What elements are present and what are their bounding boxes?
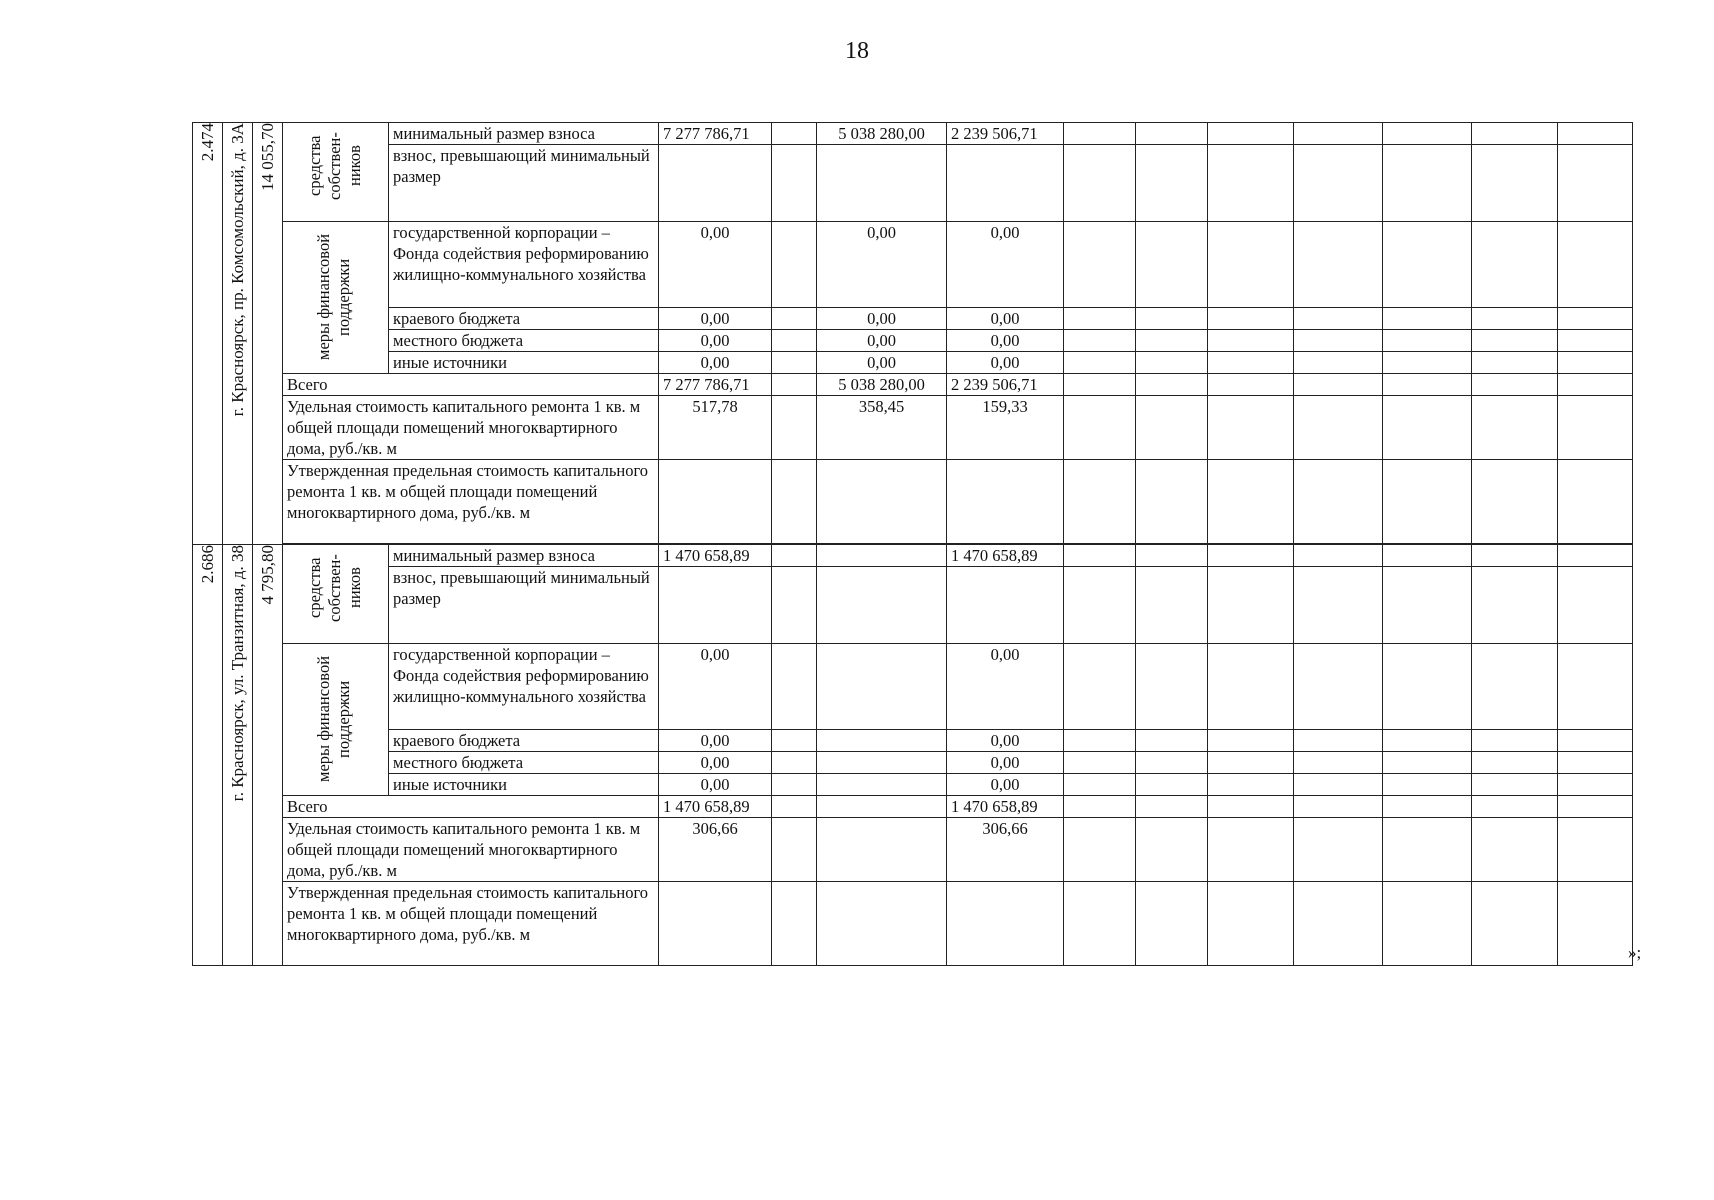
value-cell: 5 038 280,00 bbox=[817, 123, 947, 145]
value-cell bbox=[772, 752, 817, 774]
row-label: Утвержденная предельная стоимость капитального ремонта 1 кв. м общей площади помещений многоквартирного дома, руб./кв. м bbox=[283, 460, 659, 544]
value-cell: 159,33 bbox=[947, 396, 1064, 460]
table-row bbox=[193, 352, 1633, 374]
value-cell: 1 470 658,89 bbox=[947, 796, 1064, 818]
area: 4 795,80 bbox=[258, 545, 277, 605]
value-cell bbox=[817, 644, 947, 730]
row-label: государственной корпорации – Фонда содействия реформированию жилищно-коммунального хозяйства bbox=[389, 644, 659, 730]
value-cell: 0,00 bbox=[659, 644, 772, 730]
value-cell: 2 239 506,71 bbox=[947, 123, 1064, 145]
value-cell bbox=[817, 730, 947, 752]
address: г. Красноярск, пр. Комсомольский, д. 3А bbox=[228, 123, 247, 417]
value-cell bbox=[772, 818, 817, 882]
row-label: государственной корпорации – Фонда содействия реформированию жилищно-коммунального хозяйства bbox=[389, 222, 659, 308]
value-cell: 0,00 bbox=[659, 308, 772, 330]
value-cell bbox=[772, 352, 817, 374]
value-cell: 358,45 bbox=[817, 396, 947, 460]
value-cell: 0,00 bbox=[817, 352, 947, 374]
value-cell: 0,00 bbox=[947, 752, 1064, 774]
owners-funds-cell bbox=[283, 545, 389, 644]
value-cell: 7 277 786,71 bbox=[659, 123, 772, 145]
value-cell: 2 239 506,71 bbox=[947, 374, 1064, 396]
value-cell bbox=[772, 774, 817, 796]
row-label: Удельная стоимость капитального ремонта 1 кв. м общей площади помещений многоквартирного дома, руб./кв. м bbox=[283, 818, 659, 882]
value-cell: 0,00 bbox=[817, 222, 947, 308]
table-row bbox=[193, 818, 1633, 882]
owners-funds-label: средства собствен-ников bbox=[304, 554, 364, 622]
value-cell: 0,00 bbox=[659, 730, 772, 752]
block-id: 2.686 bbox=[198, 545, 217, 584]
value-cell: 1 470 658,89 bbox=[659, 796, 772, 818]
value-cell bbox=[817, 752, 947, 774]
row-label: взнос, превышающий минимальный размер bbox=[389, 145, 659, 222]
address-cell bbox=[223, 123, 253, 545]
value-cell: 0,00 bbox=[947, 330, 1064, 352]
table-row bbox=[193, 396, 1633, 460]
value-cell bbox=[817, 545, 947, 567]
value-cell bbox=[772, 123, 817, 145]
row-label: местного бюджета bbox=[389, 330, 659, 352]
row-label: Всего bbox=[283, 796, 659, 818]
owners-funds-cell bbox=[283, 123, 389, 222]
value-cell: 0,00 bbox=[659, 222, 772, 308]
table-row bbox=[193, 222, 1633, 308]
value-cell: 306,66 bbox=[659, 818, 772, 882]
block-id: 2.474 bbox=[198, 123, 217, 162]
value-cell: 517,78 bbox=[659, 396, 772, 460]
value-cell: 0,00 bbox=[659, 330, 772, 352]
value-cell bbox=[772, 222, 817, 308]
value-cell: 0,00 bbox=[947, 730, 1064, 752]
table-row bbox=[193, 308, 1633, 330]
support-measures-label: меры финансовой поддержки bbox=[313, 233, 353, 361]
row-label: местного бюджета bbox=[389, 752, 659, 774]
row-label: краевого бюджета bbox=[389, 730, 659, 752]
support-measures-label: меры финансовой поддержки bbox=[313, 655, 353, 783]
value-cell: 5 038 280,00 bbox=[817, 374, 947, 396]
value-cell bbox=[817, 818, 947, 882]
row-label: краевого бюджета bbox=[389, 308, 659, 330]
address: г. Красноярск, ул. Транзитная, д. 38 bbox=[228, 545, 247, 802]
row-label: минимальный размер взноса bbox=[389, 545, 659, 567]
value-cell: 0,00 bbox=[659, 774, 772, 796]
value-cell bbox=[772, 330, 817, 352]
area-cell bbox=[253, 545, 283, 966]
support-measures-cell bbox=[283, 644, 389, 796]
table-row bbox=[193, 567, 1633, 644]
value-cell bbox=[772, 308, 817, 330]
value-cell bbox=[772, 545, 817, 567]
table-row bbox=[193, 796, 1633, 818]
table-row bbox=[193, 460, 1633, 544]
value-cell: 0,00 bbox=[947, 644, 1064, 730]
value-cell: 7 277 786,71 bbox=[659, 374, 772, 396]
value-cell: 0,00 bbox=[947, 774, 1064, 796]
table-row bbox=[193, 145, 1633, 222]
value-cell: 1 470 658,89 bbox=[659, 545, 772, 567]
row-label: Всего bbox=[283, 374, 659, 396]
value-cell bbox=[772, 796, 817, 818]
table-row bbox=[193, 774, 1633, 796]
row-label: Утвержденная предельная стоимость капитального ремонта 1 кв. м общей площади помещений многоквартирного дома, руб./кв. м bbox=[283, 882, 659, 966]
value-cell: 0,00 bbox=[947, 308, 1064, 330]
capital-repair-table bbox=[192, 122, 1633, 966]
address-cell bbox=[223, 545, 253, 966]
table-row bbox=[193, 730, 1633, 752]
row-label: иные источники bbox=[389, 352, 659, 374]
owners-funds-label: средства собствен-ников bbox=[304, 132, 364, 200]
table-row bbox=[193, 545, 1633, 567]
value-cell bbox=[772, 374, 817, 396]
table-row bbox=[193, 644, 1633, 730]
table-row bbox=[193, 882, 1633, 966]
row-label: минимальный размер взноса bbox=[389, 123, 659, 145]
value-cell: 0,00 bbox=[659, 752, 772, 774]
area: 14 055,70 bbox=[258, 123, 277, 191]
row-label: иные источники bbox=[389, 774, 659, 796]
page-number: 18 bbox=[845, 38, 869, 64]
value-cell: 0,00 bbox=[817, 330, 947, 352]
value-cell bbox=[817, 774, 947, 796]
value-cell: 306,66 bbox=[947, 818, 1064, 882]
table-row bbox=[193, 123, 1633, 145]
table-row bbox=[193, 752, 1633, 774]
value-cell bbox=[772, 730, 817, 752]
table-row bbox=[193, 330, 1633, 352]
value-cell bbox=[772, 644, 817, 730]
value-cell bbox=[772, 396, 817, 460]
block-id-cell bbox=[193, 123, 223, 545]
value-cell: 0,00 bbox=[947, 222, 1064, 308]
row-label: взнос, превышающий минимальный размер bbox=[389, 567, 659, 644]
value-cell: 0,00 bbox=[947, 352, 1064, 374]
support-measures-cell bbox=[283, 222, 389, 374]
value-cell: 0,00 bbox=[659, 352, 772, 374]
value-cell bbox=[817, 796, 947, 818]
row-label: Удельная стоимость капитального ремонта 1 кв. м общей площади помещений многоквартирного дома, руб./кв. м bbox=[283, 396, 659, 460]
area-cell bbox=[253, 123, 283, 545]
closing-mark: »; bbox=[1628, 943, 1642, 962]
value-cell: 0,00 bbox=[817, 308, 947, 330]
block-id-cell bbox=[193, 545, 223, 966]
value-cell: 1 470 658,89 bbox=[947, 545, 1064, 567]
table-row bbox=[193, 374, 1633, 396]
